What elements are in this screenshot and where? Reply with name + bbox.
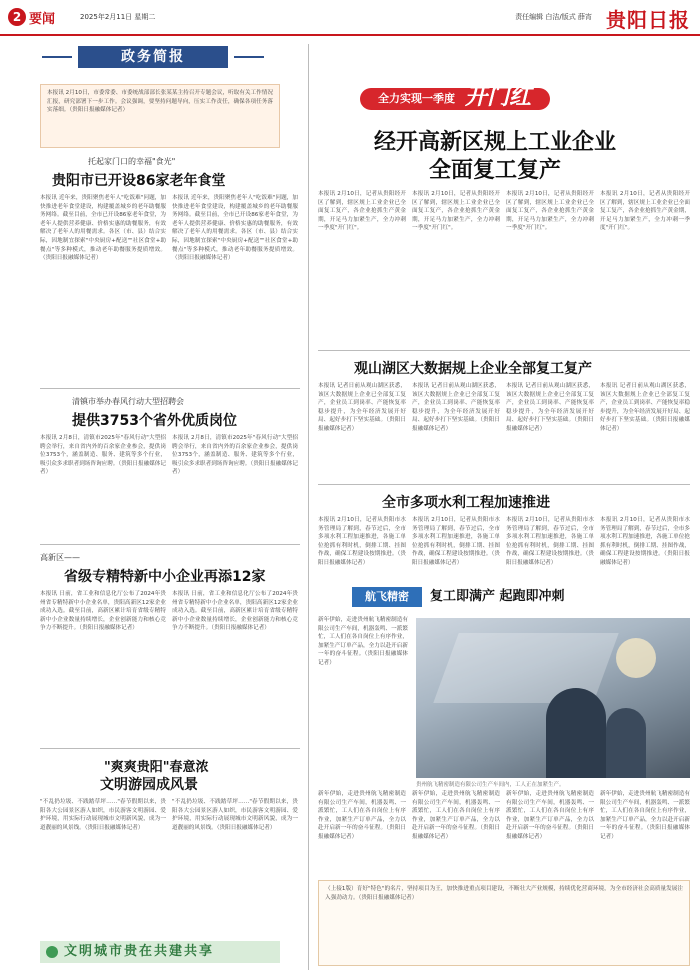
feature-banner-highlight: 开门红 (465, 84, 532, 110)
photo-worker (546, 688, 606, 778)
photo-lamp (616, 638, 656, 678)
divider (40, 748, 300, 749)
spring-body-col1: "不乱扔垃圾、不践踏草坪……"春节假期以来，贵阳各大公园景区游人如织，市民游客文明游园、爱护环境，用实际行动展现城市文明新风貌，成为一道靓丽的风景线。（贵阳日报融媒体记者） (40, 799, 166, 831)
feature-banner: 全力实现一季度 (360, 88, 550, 110)
spring-kicker: "爽爽贵阳"春意浓 (104, 760, 209, 775)
water-body-col2: 本报讯 2月10日，记者从贵阳市水务管理局了解到，春节过后，全市多项水利工程加速推进，各施工单位抢抓有利时机，倒排工期、挂图作战，确保工程建设按期推进。（贵阳日报融媒体记者） (412, 517, 500, 566)
aviation-body-col1: 新年伊始，走进贵州航飞精密制造有限公司生产车间，机器轰鸣、一派繁忙，工人们在各自岗位上有序作业，加紧生产订单产品，全力以赴开启新一年的奋斗征程。（贵阳日报融媒体记者） (318, 617, 408, 666)
feature-body-col2: 本报讯 2月10日，记者从贵阳经开区了解到，辖区规上工业企业已全面复工复产，各企业抢抓生产黄金期，开足马力加紧生产，全力冲刺一季度"开门红"。 (412, 191, 500, 232)
divider (40, 544, 300, 545)
civilization-banner: 文明城市贵在共建共享 (40, 941, 280, 963)
canteen-kicker: 托起家门口的幸福"食光" (88, 157, 176, 166)
aviation-body-col3: 新年伊始，走进贵州航飞精密制造有限公司生产车间，机器轰鸣、一派繁忙，工人们在各自岗位上有序作业，加紧生产订单产品，全力以赴开启新一年的奋斗征程。（贵阳日报融媒体记者） (412, 791, 500, 840)
brief-title: 政务简报 (78, 46, 228, 68)
sme-body-col1: 本报讯 日前，省工业和信息化厅公布了2024年贵州省专精特新中小企业名单，贵阳高新区12家企业成功入选。截至目前，高新区累计培育省级专精特新中小企业数量持续增长，企业创新能力和核心竞争力不断提升。（贵阳日报融媒体记者） (40, 591, 166, 632)
brief-body: 本报讯 2月10日，市委常委、市委统战部部长张某某主持召开专题会议，听取有关工作情况汇报，研究部署下一步工作。会议强调，要坚持问题导向，压实工作责任，确保各项任务落实落细。（贵阳日报融媒体记者） (47, 90, 273, 114)
sme-body-col2: 本报讯 日前，省工业和信息化厅公布了2024年贵州省专精特新中小企业名单，贵阳高新区12家企业成功入选。截至目前，高新区累计培育省级专精特新中小企业数量持续增长，企业创新能力和核心竞争力不断提升。（贵阳日报融媒体记者） (172, 591, 298, 632)
masthead (0, 0, 700, 36)
section-name: 要闻 (29, 12, 56, 27)
canteen-headline: 贵阳市已开设86家老年食堂 (52, 173, 226, 189)
continued-body: （上接1版）育好"特色"的名片，坚持项目为王，加快推进重点项目建设，不断壮大产业规模，持续优化营商环境，为全市经济社会高质量发展注入强劲动力。（贵阳日报融媒体记者） (325, 886, 683, 901)
aviation-label: 航飞精密 (352, 587, 422, 607)
sme-kicker: 高新区—— (40, 553, 80, 562)
aviation-title: 复工即满产 起跑即冲刺 (430, 589, 565, 604)
editor-credit: 责任编辑 白洁/版式 薛宵 (515, 13, 592, 21)
guanshan-body-col2: 本报讯 记者日前从观山湖区获悉，该区大数据规上企业已全部复工复产，企业员工到岗率、产能恢复率稳步提升，为全年经济发展开好局、起好步打下坚实基础。（贵阳日报融媒体记者） (412, 383, 500, 432)
issue-date: 2025年2月11日 星期二 (80, 13, 156, 21)
feature-headline (300, 128, 690, 184)
recruit-kicker: 清镇市举办春风行动大型招聘会 (72, 397, 184, 406)
feature-headline-line2: 全面复工复产 (428, 157, 561, 183)
factory-photo (416, 618, 690, 778)
guanshan-body-col4: 本报讯 记者日前从观山湖区获悉，该区大数据规上企业已全部复工复产，企业员工到岗率、产能恢复率稳步提升，为全年经济发展开好局、起好步打下坚实基础。（贵阳日报融媒体记者） (600, 383, 690, 432)
sme-headline: 省级专精特新中小企业再添12家 (64, 569, 266, 585)
guanshan-body-col3: 本报讯 记者日前从观山湖区获悉，该区大数据规上企业已全部复工复产，企业员工到岗率、产能恢复率稳步提升，为全年经济发展开好局、起好步打下坚实基础。（贵阳日报融媒体记者） (506, 383, 594, 432)
feature-body-col4: 本报讯 2月10日，记者从贵阳经开区了解到，辖区规上工业企业已全面复工复产，各企业抢抓生产黄金期，开足马力加紧生产，全力冲刺一季度"开门红"。 (600, 191, 690, 232)
brief-box (40, 84, 280, 148)
aviation-body-col4: 新年伊始，走进贵州航飞精密制造有限公司生产车间，机器轰鸣、一派繁忙，工人们在各自岗位上有序作业，加紧生产订单产品，全力以赴开启新一年的奋斗征程。（贵阳日报融媒体记者） (506, 791, 594, 840)
aviation-body-col5: 新年伊始，走进贵州航飞精密制造有限公司生产车间，机器轰鸣、一派繁忙，工人们在各自岗位上有序作业，加紧生产订单产品，全力以赴开启新一年的奋斗征程。（贵阳日报融媒体记者） (600, 791, 690, 840)
feature-headline-line1: 经开高新区规上工业企业 (373, 129, 616, 155)
recruit-body-col1: 本报讯 2月8日，清镇市2025年"春风行动"大型招聘会举行，来自省内外的百余家企业参会，提供岗位3753个，涵盖制造、服务、建筑等多个行业，吸引众多求职者到场咨询应聘。（贵阳日报融媒体记者） (40, 435, 166, 476)
recruit-body-col2: 本报讯 2月8日，清镇市2025年"春风行动"大型招聘会举行，来自省内外的百余家企业参会，提供岗位3753个，涵盖制造、服务、建筑等多个行业，吸引众多求职者到场咨询应聘。（贵阳日报融媒体记者） (172, 435, 298, 476)
canteen-body-col1: 本报讯 近年来，贵阳聚焦老年人"吃饭难"问题，加快推进老年食堂建设，构建覆盖城乡的老年助餐服务网络。截至目前，全市已开设86家老年食堂，为老年人提供营养健康、价格实惠的助餐服务，有效解决了老年人的用餐需求。各区（市、县）结合实际，因地制宜探索"中央厨房+配送""社区食堂+助餐点"等多种模式，推动老年助餐服务提质增效。（贵阳日报融媒体记者） (40, 195, 166, 262)
recruit-headline: 提供3753个省外优质岗位 (72, 413, 237, 429)
feature-body-col1: 本报讯 2月10日，记者从贵阳经开区了解到，辖区规上工业企业已全面复工复产，各企业抢抓生产黄金期，开足马力加紧生产，全力冲刺一季度"开门红"。 (318, 191, 406, 232)
photo-worker (606, 708, 646, 778)
photo-caption: 贵州航飞精密制造有限公司生产车间内，工人正在加紧生产。 (416, 782, 565, 788)
aviation-body-col2: 新年伊始，走进贵州航飞精密制造有限公司生产车间，机器轰鸣、一派繁忙，工人们在各自岗位上有序作业，加紧生产订单产品，全力以赴开启新一年的奋斗征程。（贵阳日报融媒体记者） (318, 791, 406, 840)
guanshan-body-col1: 本报讯 记者日前从观山湖区获悉，该区大数据规上企业已全部复工复产，企业员工到岗率、产能恢复率稳步提升，为全年经济发展开好局、起好步打下坚实基础。（贵阳日报融媒体记者） (318, 383, 406, 432)
water-headline: 全市多项水利工程加速推进 (382, 495, 550, 511)
divider (318, 350, 690, 351)
divider (40, 388, 300, 389)
water-body-col4: 本报讯 2月10日，记者从贵阳市水务管理局了解到，春节过后，全市多项水利工程加速推进，各施工单位抢抓有利时机，倒排工期、挂图作战，确保工程建设按期推进。（贵阳日报融媒体记者） (600, 517, 690, 566)
canteen-body-col2: 本报讯 近年来，贵阳聚焦老年人"吃饭难"问题，加快推进老年食堂建设，构建覆盖城乡的老年助餐服务网络。截至目前，全市已开设86家老年食堂，为老年人提供营养健康、价格实惠的助餐服务，有效解决了老年人的用餐需求。各区（市、县）结合实际，因地制宜探索"中央厨房+配送""社区食堂+助餐点"等多种模式，推动老年助餐服务提质增效。（贵阳日报融媒体记者） (172, 195, 298, 262)
spring-body-col2: "不乱扔垃圾、不践踏草坪……"春节假期以来，贵阳各大公园景区游人如织，市民游客文明游园、爱护环境，用实际行动展现城市文明新风貌，成为一道靓丽的风景线。（贵阳日报融媒体记者） (172, 799, 298, 831)
divider (318, 484, 690, 485)
water-body-col3: 本报讯 2月10日，记者从贵阳市水务管理局了解到，春节过后，全市多项水利工程加速推进，各施工单位抢抓有利时机，倒排工期、挂图作战，确保工程建设按期推进。（贵阳日报融媒体记者） (506, 517, 594, 566)
spring-headline: 文明游园成风景 (100, 777, 198, 793)
water-body-col1: 本报讯 2月10日，记者从贵阳市水务管理局了解到，春节过后，全市多项水利工程加速推进，各施工单位抢抓有利时机，倒排工期、挂图作战，确保工程建设按期推进。（贵阳日报融媒体记者） (318, 517, 406, 566)
feature-body-col3: 本报讯 2月10日，记者从贵阳经开区了解到，辖区规上工业企业已全面复工复产，各企业抢抓生产黄金期，开足马力加紧生产，全力冲刺一季度"开门红"。 (506, 191, 594, 232)
guanshan-headline: 观山湖区大数据规上企业全部复工复产 (354, 361, 592, 377)
paper-logo: 贵阳日报 (606, 8, 690, 32)
page-number-badge: 2 (8, 8, 26, 26)
continued-box (318, 880, 690, 966)
